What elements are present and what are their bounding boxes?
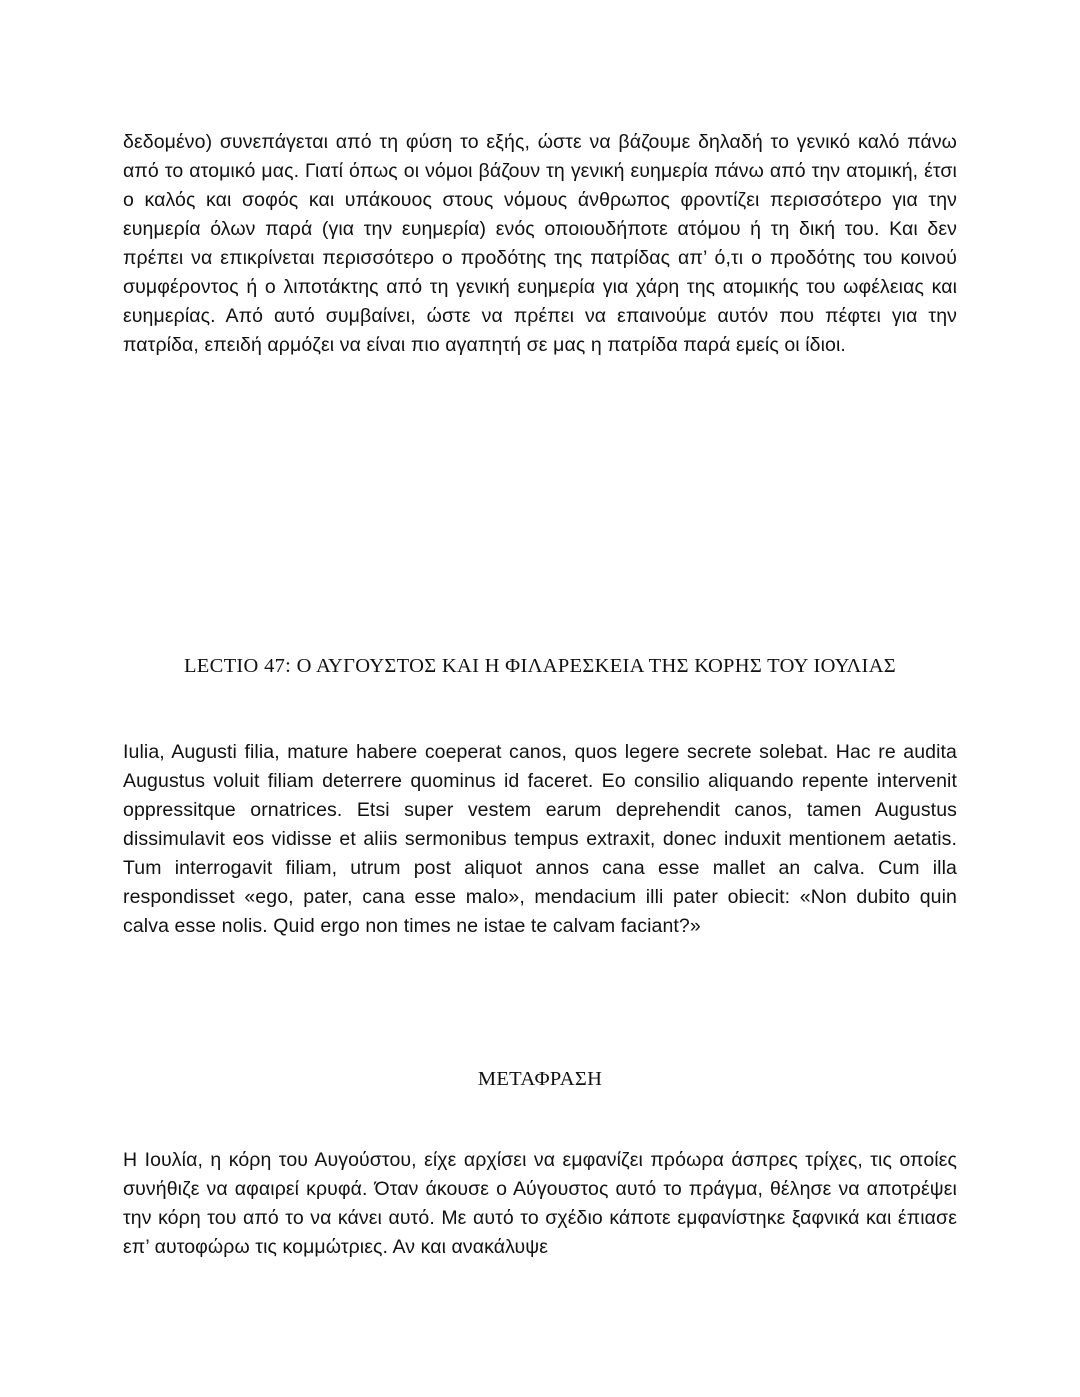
latin-paragraph: Iulia, Augusti filia, mature habere coeperat canos, quos legere secrete solebat. Hac re audita Augustus voluit filiam deterrere quominus id faceret. Eo consilio aliquando repente intervenit oppressitque ornatrices. Etsi super vestem earum deprehendit canos, tamen Augustus dissimulavit eos vidisse et aliis sermonibus tempus extraxit, donec induxit mentionem aetatis. Tum interrogavit filiam, utrum post aliquot annos cana esse mallet an calva. Cum illa respondisset «ego, pater, cana esse malo», mendacium illi pater obiecit: «Non dubito quin calva esse nolis. Quid ergo non times ne istae te calvam faciant?» (123, 741, 957, 937)
greek-translation-paragraph: Η Ιουλία, η κόρη του Αυγούστου, είχε αρχίσει να εμφανίζει πρόωρα άσπρες τρίχες, τις οποίες συνήθιζε να αφαιρεί κρυφά. Όταν άκουσε ο Αύγουστος αυτό το πράγμα, θέλησε να αποτρέψει την κόρη του από το να κάνει αυτό. Με αυτό το σχέδιο κάποτε εμφανίστηκε ξαφνικά και έπιασε επ’ αυτοφώρω τις κομμώτριες. Αν και ανακάλυψε (123, 1149, 957, 1258)
greek-paragraph-top: δεδομένο) συνεπάγεται από τη φύση το εξής, ώστε να βάζουμε δηλαδή το γενικό καλό πάνω από το ατομικό μας. Γιατί όπως οι νόμοι βάζουν τη γενική ευημερία πάνω από την ατομική, έτσι ο καλός και σοφός και υπάκουος στους νόμους άνθρωπος φροντίζει περισσότερο για την ευημερία όλων παρά (για την ευημερία) ενός οποιουδήποτε ατόμου ή τη δική του. Και δεν πρέπει να επικρίνεται περισσότερο ο προδότης της πατρίδας απ’ ό,τι ο προδότης του κοινού συμφέροντος ή ο λιποτάκτης από τη γενική ευημερία για χάρη της ατομικής του ωφέλειας και ευημερίας. Από αυτό συμβαίνει, ώστε να πρέπει να επαινούμε αυτόν που πέφτει για την πατρίδα, επειδή αρμόζει να είναι πιο αγαπητή σε μας η πατρίδα παρά εμείς οι ίδιοι. (123, 131, 957, 356)
lectio-heading: LECTIO 47: Ο ΑΥΓΟΥΣΤΟΣ ΚΑΙ Η ΦΙΛΑΡΕΣΚΕΙΑ ΤΗΣ ΚΟΡΗΣ ΤΟΥ ΙΟΥΛΙΑΣ (183, 655, 897, 677)
metafrasi-heading: ΜΕΤΑΦΡΑΣΗ (477, 1068, 603, 1090)
